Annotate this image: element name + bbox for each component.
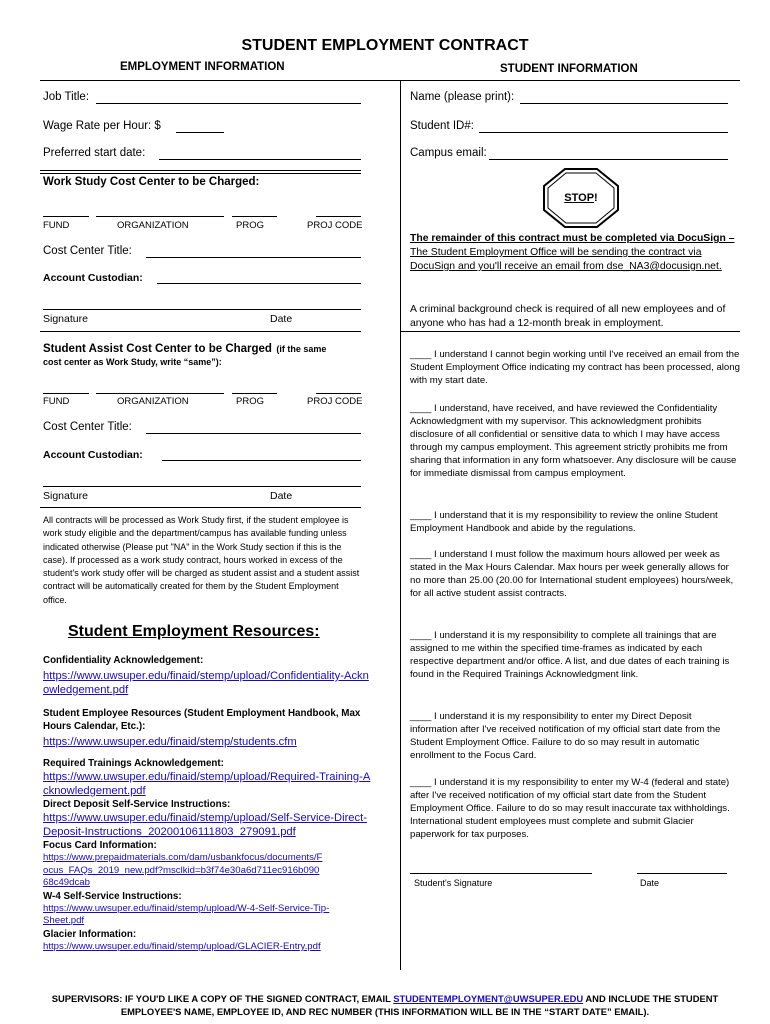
sa-cost-center-title-label: Cost Center Title: [43,421,132,433]
student-assist-note-2: cost center as Work Study, write “same”): [43,357,222,367]
header-rule [40,80,740,81]
section-rule [40,331,361,332]
docusign-notice-rest: The Student Employment Office will be sending the contract via DocuSign and you'll receive an email from dse_NA3@docusign.net. [410,247,722,272]
direct-deposit-link[interactable]: https://www.uwsuper.edu/finaid/stemp/upload/Self-Service-Direct-Deposit-Instructions_20200106111803_279091.pdf [43,812,367,838]
ws-account-custodian-label: Account Custodian: [43,272,143,284]
ack-4 [410,548,740,600]
footer-email-link[interactable]: STUDENTEMPLOYMENT@UWSUPER.EDU [393,993,584,1004]
ws-organization-label: ORGANIZATION [117,220,189,231]
column-divider [400,80,401,970]
student-date-label: Date [640,878,660,888]
section-rule [40,507,361,508]
ack-6-text: I understand it is my responsibility to enter my Direct Deposit information after I've received notification of my official start date from the Student Employment Office. Failure to do so may result in automatic enrollment to the Focus Card. [410,711,721,761]
student-id-label: Student ID#: [410,120,474,132]
stop-bang: ! [594,192,598,204]
focus-label: Focus Card Information: [43,840,157,851]
ws-prog-label: PROG [236,220,264,231]
glacier-link[interactable]: https://www.uwsuper.edu/finaid/stemp/upload/GLACIER-Entry.pdf [43,940,321,952]
ws-account-custodian-field[interactable] [157,283,361,284]
section-rule [40,173,361,174]
confidentiality-label: Confidentiality Acknowledgement: [43,655,204,666]
student-assist-heading [43,341,363,369]
ws-fund-field[interactable] [43,216,89,217]
direct-deposit-label: Direct Deposit Self-Service Instructions: [43,799,231,810]
trainings-link[interactable]: https://www.uwsuper.edu/finaid/stemp/upload/Required-Training-Acknowledgement.pdf [43,771,371,797]
job-title-label: Job Title: [43,91,90,103]
ack-2-blank[interactable]: ____ [410,403,432,414]
sa-organization-label: ORGANIZATION [117,396,189,407]
name-label: Name (please print): [410,91,515,103]
processing-note: All contracts will be processed as Work Study first, if the student employee is work study eligible and the department/campus has available funding unless indicated otherwise (Please put "NA" in the Work Study section if this is the case). If processed as a work study contract, hours worked in excess of the student's work study offer will be charged as student assist and a student assist contract will be automatically created for them by the Student Employment office. [43,515,360,605]
ws-prog-field[interactable] [232,216,277,217]
ack-5 [410,629,740,681]
handbook-link[interactable]: https://www.uwsuper.edu/finaid/stemp/students.cfm [43,736,297,748]
glacier-label: Glacier Information: [43,928,137,940]
ws-proj-code-label: PROJ CODE [307,220,363,231]
ack-1-blank[interactable]: ____ [410,349,432,360]
w4-label: W-4 Self-Service Instructions: [43,890,182,902]
ws-organization-field[interactable] [96,216,224,217]
ack-7-blank[interactable]: ____ [410,777,432,788]
confidentiality-link[interactable]: https://www.uwsuper.edu/finaid/stemp/upload/Confidentiality-Acknowledgement.pdf [43,670,369,696]
ws-cost-center-title-field[interactable] [146,257,361,258]
ack-3 [410,509,740,535]
student-signature-field[interactable] [410,873,592,874]
section-rule [40,170,361,171]
focus-link[interactable]: https://www.prepaidmaterials.com/dam/usbankfocus/documents/Focus_FAQs_2019_new.pdf?msclkid=b3f74e30a6d711ec916b09068c49dcab [43,852,323,889]
sa-prog-field[interactable] [232,393,277,394]
ack-1 [410,348,740,387]
ack-6-blank[interactable]: ____ [410,711,432,722]
wage-rate-field[interactable] [176,132,224,133]
sa-proj-code-field[interactable] [316,393,361,394]
sa-prog-label: PROG [236,396,264,407]
sa-fund-field[interactable] [43,393,89,394]
start-date-label: Preferred start date: [43,147,146,159]
ws-signature-field[interactable] [43,309,361,310]
student-signature-label: Student's Signature [414,878,493,888]
sa-organization-field[interactable] [96,393,224,394]
ws-cost-center-title-label: Cost Center Title: [43,245,132,257]
student-id-field[interactable] [479,132,728,133]
ack-7-text: I understand it is my responsibility to enter my W-4 (federal and state) after I've received notification of my official start date from the Student Employment Office. Failure to do so may result inaccurate tax withholdings. International student employees must complete and submit Glacier paperwork for tax purposes. [410,777,730,840]
student-info-heading: STUDENT INFORMATION [500,63,638,75]
docusign-notice-bold: The remainder of this contract must be completed via DocuSign – [410,233,735,244]
employment-info-heading: EMPLOYMENT INFORMATION [120,61,285,73]
footer-text-2: AND INCLUDE THE STUDENT EMPLOYEE'S NAME, EMPLOYEE ID, AND REC NUMBER (THIS INFORMATION WILL BE IN THE “START DATE” EMAIL). [120,993,719,1017]
sa-signature-label: Signature [43,490,88,502]
ack-2-text: I understand, have received, and have reviewed the Confidentiality Acknowledgment with my supervisor. This acknowledgment prohibits disclosure of all confidential or sensitive data to which I may have access through my campus employment. This agreement strictly prohibits me from sharing that information in any form whatsoever. Any disclosure will be cause for immediate dismissal from campus employment. [410,403,737,479]
sa-proj-code-label: PROJ CODE [307,396,363,407]
ws-fund-label: FUND [43,220,70,231]
sa-cost-center-title-field[interactable] [146,433,361,434]
background-check-note: A criminal background check is required of all new employees and of anyone who has had a 12-month break in employment. [410,304,726,329]
ws-proj-code-field[interactable] [316,216,361,217]
campus-email-label: Campus email: [410,147,487,159]
ack-6 [410,710,740,762]
student-assist-note: (if the same [276,344,327,354]
stop-text [543,192,619,204]
handbook-label: Student Employee Resources (Student Employment Handbook, Max Hours Calendar, Etc.): [43,708,361,732]
trainings-label: Required Trainings Acknowledgement: [43,758,224,769]
footer-note [40,992,730,1018]
page-title: STUDENT EMPLOYMENT CONTRACT [241,37,529,54]
docusign-notice [410,232,735,274]
sa-date-label: Date [270,490,293,502]
sa-signature-field[interactable] [43,486,361,487]
name-field[interactable] [520,103,728,104]
ack-5-text: I understand it is my responsibility to complete all trainings that are assigned to me within the specified time-frames as indicated by each respective department and/or office. A list, and due dates of each training is found in the Required Trainings Acknowledgment link. [410,630,730,680]
student-date-field[interactable] [637,873,727,874]
job-title-field[interactable] [96,103,361,104]
sa-account-custodian-field[interactable] [162,460,361,461]
ack-7 [410,776,740,841]
wage-rate-label: Wage Rate per Hour: $ [43,120,161,132]
sa-account-custodian-label: Account Custodian: [43,449,143,461]
work-study-heading: Work Study Cost Center to be Charged: [43,176,260,188]
ack-4-blank[interactable]: ____ [410,549,432,560]
sa-fund-label: FUND [43,396,70,407]
stop-word: STOP [564,192,595,204]
student-assist-heading-text: Student Assist Cost Center to be Charged [43,343,272,355]
ack-5-blank[interactable]: ____ [410,630,432,641]
w4-link[interactable]: https://www.uwsuper.edu/finaid/stemp/upload/W-4-Self-Service-Tip-Sheet.pdf [43,902,330,927]
ack-1-text: I understand I cannot begin working until I've received an email from the Student Employment Office indicating my contract has been processed, along with my start date. [410,349,740,386]
resources-list [43,654,373,954]
ws-signature-label: Signature [43,313,88,325]
start-date-field[interactable] [159,159,361,160]
resources-heading: Student Employment Resources: [68,623,320,640]
ws-date-label: Date [270,313,293,325]
ack-3-blank[interactable]: ____ [410,510,432,521]
ack-3-text: I understand that it is my responsibility to review the online Student Employment Handbook and abide by the regulations. [410,510,718,534]
ack-4-text: I understand I must follow the maximum hours allowed per week as stated in the Max Hours Calendar. Max hours per week generally allows for no more than 25.00 (20.00 for International student employees) hours/week, for all active student assist contracts. [410,549,734,599]
section-rule [400,331,740,332]
ack-2 [410,402,740,480]
campus-email-field[interactable] [489,159,728,160]
footer-text-1: SUPERVISORS: IF YOU'D LIKE A COPY OF THE SIGNED CONTRACT, EMAIL [51,993,394,1004]
